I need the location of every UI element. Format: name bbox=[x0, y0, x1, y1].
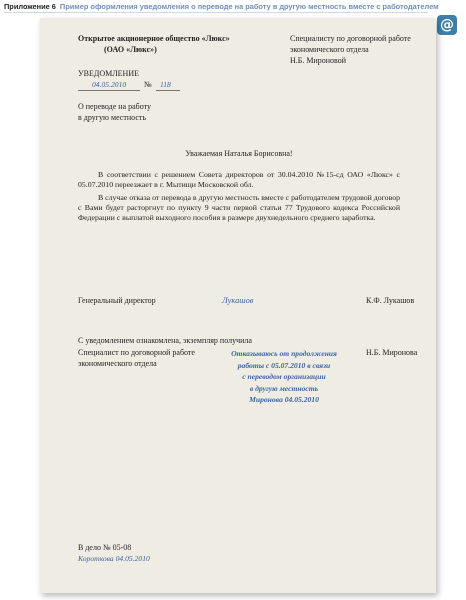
handwritten-line-4: в другую местность bbox=[249, 383, 319, 393]
signer-signature: Лукашов bbox=[222, 296, 254, 305]
file-note: В дело № 05-08 bbox=[78, 543, 132, 552]
caption-text: Пример оформления уведомления о переводе на работу в другую местность вместе с работодателем bbox=[59, 2, 439, 11]
org-short-name: (ОАО «Люкс») bbox=[104, 45, 157, 54]
handwritten-line-1: Отказываюсь от продолжения bbox=[231, 349, 337, 358]
document-title: УВЕДОМЛЕНИЕ bbox=[78, 69, 139, 78]
org-name: Открытое акционерное общество «Люкс» bbox=[78, 34, 230, 43]
recipient-line-3: Н.Б. Мироновой bbox=[290, 56, 347, 65]
handwritten-line-5: Миронова 04.05.2010 bbox=[249, 395, 319, 404]
body-paragraph-1: В соответствии с решением Совета директоров от 30.04.2010 №15-сд ОАО «Люкс» с 05.07.2010 переезжает в г. Мытищи Московской обл. bbox=[78, 170, 400, 189]
file-note-signature: Короткова 04.05.2010 bbox=[78, 554, 150, 563]
caption-number: Приложение 6 bbox=[4, 2, 56, 11]
subject-line-1: О переводе на работу bbox=[78, 102, 152, 111]
acknowledgment-heading: С уведомлением ознакомлена, экземпляр получила bbox=[78, 336, 252, 345]
greeting: Уважаемая Наталья Борисовна! bbox=[185, 149, 293, 158]
site-logo-icon[interactable]: @ bbox=[437, 15, 457, 35]
recipient-line-1: Специалисту по договорной работе bbox=[290, 34, 411, 43]
number-underline bbox=[156, 90, 180, 91]
number-sign: № bbox=[144, 80, 152, 89]
employee-name: Н.Б. Миронова bbox=[366, 348, 418, 357]
recipient-line-2: экономического отдела bbox=[290, 45, 369, 54]
caption-divider bbox=[4, 12, 428, 13]
employee-position-line-2: экономического отдела bbox=[78, 359, 157, 368]
document-date: 04.05.2010 bbox=[92, 80, 127, 89]
document-page bbox=[40, 18, 436, 593]
signer-name: К.Ф. Лукашов bbox=[366, 296, 415, 305]
handwritten-line-2: работы с 05.07.2010 в связи bbox=[237, 360, 331, 370]
body-paragraph-2: В случае отказа от перевода в другую местность вместе с работодателем трудовой договор с Вами будет расторгнут по пункту 9 части первой статьи 77 Трудового кодекса Российской Федерации с выплатой выходного пособия в размере двухнедельного среднего заработка. bbox=[78, 193, 400, 222]
document-number: 118 bbox=[160, 80, 171, 89]
employee-position-line-1: Специалист по договорной работе bbox=[78, 348, 195, 357]
signer-position: Генеральный директор bbox=[78, 296, 156, 305]
employee-handwritten-note bbox=[222, 348, 346, 406]
handwritten-line-3: с переводом организации bbox=[242, 372, 326, 381]
subject-line-2: в другую местность bbox=[78, 113, 147, 122]
figure-caption bbox=[4, 2, 439, 11]
date-underline bbox=[78, 90, 140, 91]
